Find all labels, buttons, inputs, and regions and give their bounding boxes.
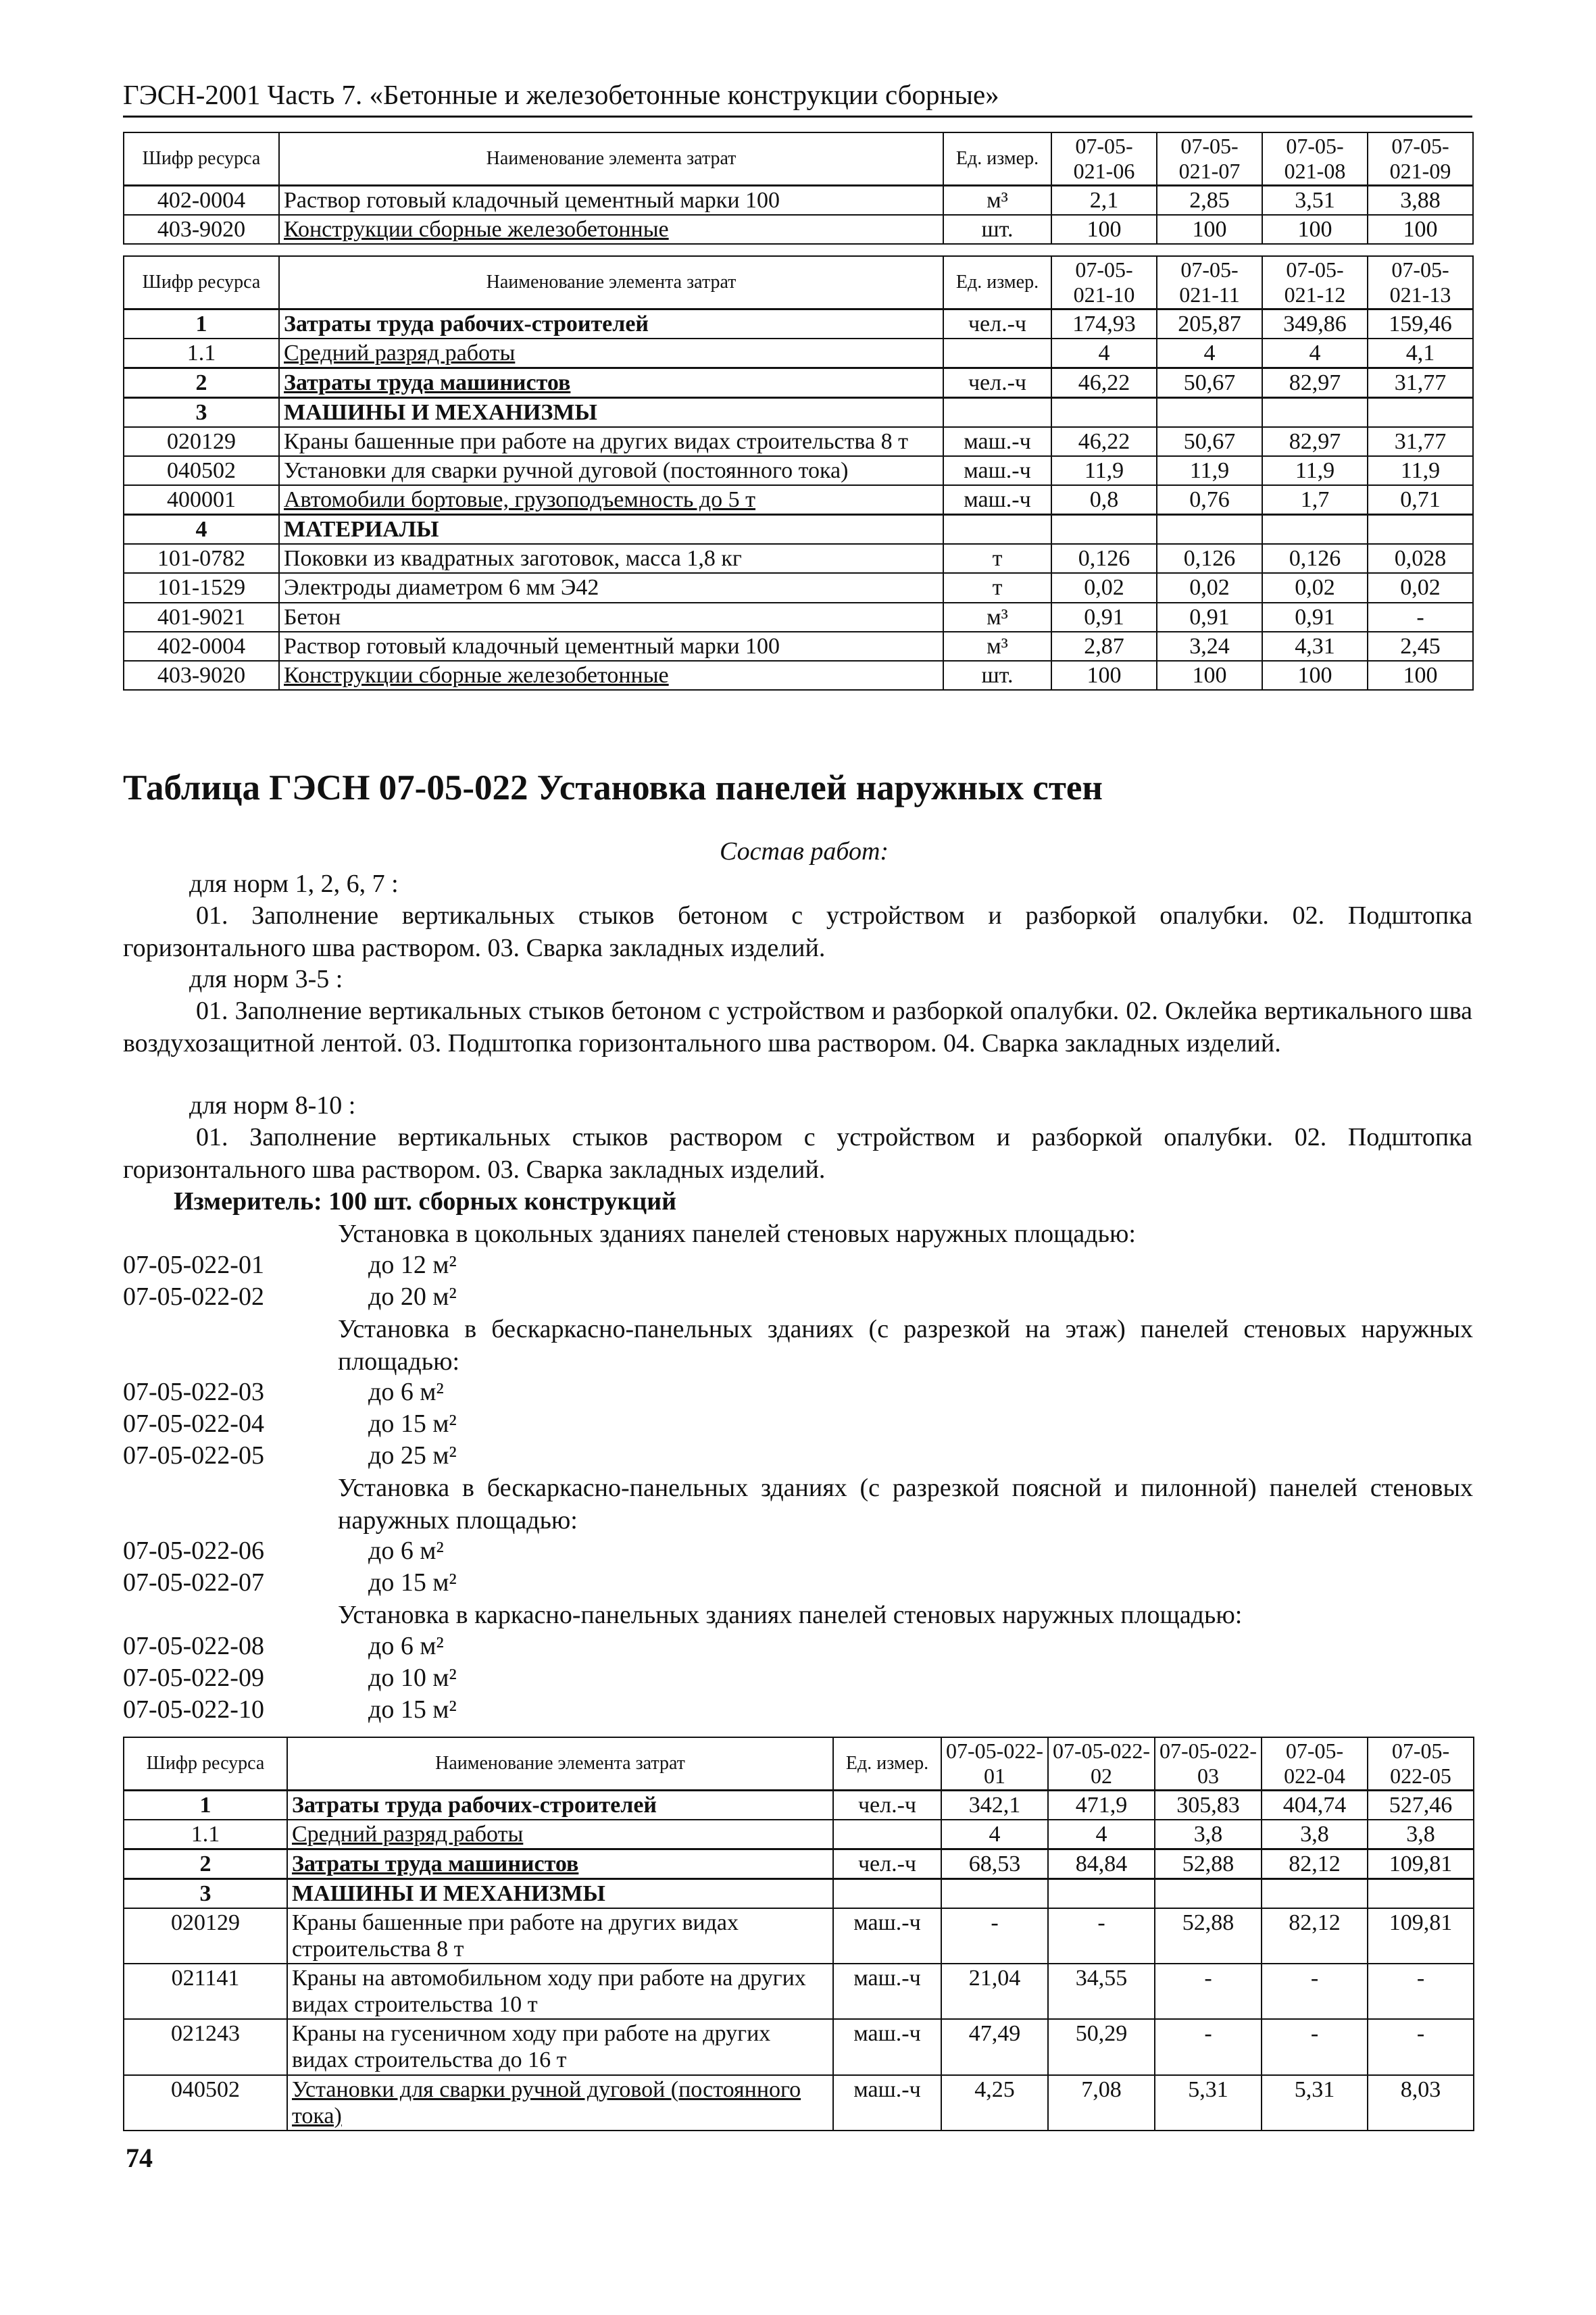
table-row <box>124 632 1473 661</box>
cell-value: 3,8 <box>1368 1820 1474 1849</box>
cell-name: Краны на гусеничном ходу при работе на других видах строительства до 16 т <box>287 2019 833 2074</box>
cell-value: 100 <box>1368 215 1473 244</box>
cell-value: 5,31 <box>1155 2075 1262 2131</box>
cell-value: 52,88 <box>1155 1849 1262 1878</box>
cell-value: 2,87 <box>1051 632 1157 661</box>
cell-unit: м³ <box>943 185 1051 215</box>
cell-value: 3,8 <box>1155 1820 1262 1849</box>
cell-code: 020129 <box>124 1908 287 1964</box>
cell-name: Раствор готовый кладочный цементный марки 100 <box>279 632 943 661</box>
table-row <box>124 2075 1474 2131</box>
cell-value: 11,9 <box>1051 456 1157 485</box>
cell-name: Краны башенные при работе на других видах строительства 8 т <box>279 427 943 456</box>
cell-value: 0,126 <box>1051 544 1157 573</box>
cell-name: МАТЕРИАЛЫ <box>279 515 943 545</box>
cell-value: 2,85 <box>1157 185 1262 215</box>
page-number: 74 <box>126 2143 153 2173</box>
cell-code: 402-0004 <box>124 185 279 215</box>
cell-value: 100 <box>1262 661 1368 690</box>
cell-code: 2 <box>124 1849 287 1878</box>
cell-code: 2 <box>124 368 279 397</box>
cell-value: 0,02 <box>1262 573 1368 602</box>
column-header: 07-05-021-08 <box>1262 132 1368 185</box>
cell-value: 4,31 <box>1262 632 1368 661</box>
cell-unit: чел.-ч <box>943 309 1051 339</box>
cell-value: - <box>1368 1964 1474 2019</box>
cell-value: 0,028 <box>1368 544 1473 573</box>
cell-unit <box>833 1820 941 1849</box>
cell-value: 3,51 <box>1262 185 1368 215</box>
norm-value: до 6 м² <box>368 1537 444 1565</box>
norm-code: 07-05-022-09 <box>123 1664 264 1692</box>
table-row <box>124 368 1473 397</box>
cell-value: 4 <box>1157 339 1262 368</box>
cell-value: 50,67 <box>1157 368 1262 397</box>
cell-name: Затраты труда рабочих-строителей <box>287 1790 833 1820</box>
cell-value: 100 <box>1051 661 1157 690</box>
norm-code: 07-05-022-07 <box>123 1568 264 1597</box>
cell-code: 4 <box>124 515 279 545</box>
cell-name: Бетон <box>279 603 943 632</box>
cell-value: 305,83 <box>1155 1790 1262 1820</box>
table-row <box>124 1849 1474 1878</box>
column-header: 07-05-021-11 <box>1157 256 1262 309</box>
cell-value: 4,25 <box>941 2075 1048 2131</box>
cell-value: 0,91 <box>1262 603 1368 632</box>
table-header-row <box>124 1737 1474 1790</box>
cell-name: Конструкции сборные железобетонные <box>279 215 943 244</box>
norm-value: до 6 м² <box>368 1632 444 1660</box>
column-header: 07-05-021-12 <box>1262 256 1368 309</box>
norms-lead-3: для норм 8-10 : <box>189 1091 356 1120</box>
column-header: 07-05-022-01 <box>941 1737 1048 1790</box>
cell-value: 159,46 <box>1368 309 1473 339</box>
norm-value: до 12 м² <box>368 1251 457 1279</box>
cell-value: 0,71 <box>1368 485 1473 515</box>
column-header: Ед. измер. <box>943 132 1051 185</box>
cell-value: 4 <box>1048 1820 1155 1849</box>
cell-value <box>1157 515 1262 545</box>
norm-value: до 15 м² <box>368 1568 457 1597</box>
cell-value: 34,55 <box>1048 1964 1155 2019</box>
cell-unit: маш.-ч <box>833 1964 941 2019</box>
cell-value: 4 <box>941 1820 1048 1849</box>
cell-code: 402-0004 <box>124 632 279 661</box>
cell-value: 0,76 <box>1157 485 1262 515</box>
norm-code: 07-05-022-03 <box>123 1378 264 1406</box>
table-row <box>124 603 1473 632</box>
cell-value: 0,02 <box>1157 573 1262 602</box>
cell-unit: м³ <box>943 603 1051 632</box>
cell-value: 2,45 <box>1368 632 1473 661</box>
column-header: 07-05-022-03 <box>1155 1737 1262 1790</box>
cell-code: 101-1529 <box>124 573 279 602</box>
cell-value: 0,91 <box>1051 603 1157 632</box>
cell-name: Затраты труда машинистов <box>287 1849 833 1878</box>
cell-value: 205,87 <box>1157 309 1262 339</box>
cell-value <box>1155 1878 1262 1908</box>
cell-code: 021141 <box>124 1964 287 2019</box>
norm-value: до 15 м² <box>368 1410 457 1438</box>
resource-table-021-10-13 <box>123 255 1474 691</box>
cell-unit: чел.-ч <box>833 1849 941 1878</box>
norm-group-desc-1: Установка в цокольных зданиях панелей стеновых наружных площадью: <box>338 1220 1136 1248</box>
cell-code: 040502 <box>124 2075 287 2131</box>
cell-value: 100 <box>1051 215 1157 244</box>
resource-table-022-01-05 <box>123 1737 1474 2131</box>
norms-lead-2: для норм 3-5 : <box>189 965 343 993</box>
norm-group-desc-3: Установка в бескаркасно-панельных зданиях (с разрезкой поясной и пилонной) панелей стеновых наружных площадью: <box>338 1474 1473 1535</box>
cell-value <box>1157 397 1262 427</box>
cell-value: 100 <box>1157 661 1262 690</box>
column-header: Ед. измер. <box>833 1737 941 1790</box>
table-row <box>124 573 1473 602</box>
cell-value: 404,74 <box>1262 1790 1368 1820</box>
cell-value: - <box>1262 2019 1368 2074</box>
cell-value: - <box>1048 1908 1155 1964</box>
table-row <box>124 1964 1474 2019</box>
cell-code: 101-0782 <box>124 544 279 573</box>
table-row <box>124 1820 1474 1849</box>
norm-code: 07-05-022-05 <box>123 1441 264 1470</box>
cell-unit: маш.-ч <box>833 2019 941 2074</box>
column-header: Наименование элемента затрат <box>287 1737 833 1790</box>
cell-value: 0,02 <box>1051 573 1157 602</box>
cell-code: 1.1 <box>124 339 279 368</box>
cell-value: 3,88 <box>1368 185 1473 215</box>
cell-name: Раствор готовый кладочный цементный марки 100 <box>279 185 943 215</box>
cell-name: Автомобили бортовые, грузоподъемность до 5 т <box>279 485 943 515</box>
cell-code: 021243 <box>124 2019 287 2074</box>
cell-value: 82,97 <box>1262 368 1368 397</box>
cell-value: - <box>1262 1964 1368 2019</box>
cell-value: 4,1 <box>1368 339 1473 368</box>
norm-code: 07-05-022-02 <box>123 1283 264 1311</box>
cell-value: 82,12 <box>1262 1908 1368 1964</box>
table-row <box>124 339 1473 368</box>
cell-name: МАШИНЫ И МЕХАНИЗМЫ <box>279 397 943 427</box>
table-row <box>124 397 1473 427</box>
cell-value: 471,9 <box>1048 1790 1155 1820</box>
table-row <box>124 185 1473 215</box>
norm-code: 07-05-022-04 <box>123 1410 264 1438</box>
cell-unit: маш.-ч <box>833 2075 941 2131</box>
cell-value: 7,08 <box>1048 2075 1155 2131</box>
cell-code: 020129 <box>124 427 279 456</box>
column-header: Ед. измер. <box>943 256 1051 309</box>
cell-value <box>1368 1878 1474 1908</box>
table-row <box>124 427 1473 456</box>
work-paragraph-2: 01. Заполнение вертикальных стыков бетоном с устройством и разборкой опалубки. 02. Оклейка вертикального шва воздухозащитной лентой. 03. Подштопка горизонтального шва раствором. 04. Сварка закладных изделий. <box>123 997 1472 1057</box>
work-composition-label: Состав работ: <box>720 837 889 866</box>
norm-code: 07-05-022-01 <box>123 1251 264 1279</box>
cell-value <box>1262 1878 1368 1908</box>
cell-unit: м³ <box>943 632 1051 661</box>
cell-value: 31,77 <box>1368 368 1473 397</box>
cell-value: 5,31 <box>1262 2075 1368 2131</box>
cell-value: 3,24 <box>1157 632 1262 661</box>
table-row <box>124 1790 1474 1820</box>
cell-unit: чел.-ч <box>833 1790 941 1820</box>
cell-value: 82,12 <box>1262 1849 1368 1878</box>
cell-value: 100 <box>1157 215 1262 244</box>
resource-table-021-06-09 <box>123 132 1474 245</box>
cell-unit: маш.-ч <box>943 427 1051 456</box>
cell-name: Затраты труда машинистов <box>279 368 943 397</box>
cell-value: 1,7 <box>1262 485 1368 515</box>
column-header: 07-05-022-04 <box>1262 1737 1368 1790</box>
column-header: Наименование элемента затрат <box>279 132 943 185</box>
cell-value: 342,1 <box>941 1790 1048 1820</box>
cell-value: 84,84 <box>1048 1849 1155 1878</box>
table-row <box>124 661 1473 690</box>
cell-value: 174,93 <box>1051 309 1157 339</box>
cell-value: 100 <box>1368 661 1473 690</box>
cell-value: 11,9 <box>1262 456 1368 485</box>
cell-name: Установки для сварки ручной дуговой (постоянного тока) <box>287 2075 833 2131</box>
table-row <box>124 1878 1474 1908</box>
cell-value <box>941 1878 1048 1908</box>
cell-code: 1 <box>124 309 279 339</box>
cell-value: - <box>1368 2019 1474 2074</box>
cell-value: 349,86 <box>1262 309 1368 339</box>
cell-value: 4 <box>1262 339 1368 368</box>
cell-code: 3 <box>124 397 279 427</box>
norms-lead-1: для норм 1, 2, 6, 7 : <box>189 870 399 898</box>
norm-code: 07-05-022-06 <box>123 1537 264 1565</box>
cell-value: 52,88 <box>1155 1908 1262 1964</box>
cell-code: 403-9020 <box>124 661 279 690</box>
cell-name: Затраты труда рабочих-строителей <box>279 309 943 339</box>
cell-name: Средний разряд работы <box>279 339 943 368</box>
cell-name: Краны башенные при работе на других видах строительства 8 т <box>287 1908 833 1964</box>
norm-group-desc-4: Установка в каркасно-панельных зданиях панелей стеновых наружных площадью: <box>338 1601 1243 1629</box>
cell-code: 400001 <box>124 485 279 515</box>
norm-value: до 6 м² <box>368 1378 444 1406</box>
table-row <box>124 515 1473 545</box>
cell-unit: маш.-ч <box>833 1908 941 1964</box>
cell-code: 403-9020 <box>124 215 279 244</box>
column-header: 07-05-022-05 <box>1368 1737 1474 1790</box>
norm-value: до 10 м² <box>368 1664 457 1692</box>
cell-code: 1.1 <box>124 1820 287 1849</box>
column-header: 07-05-021-13 <box>1368 256 1473 309</box>
cell-value: 109,81 <box>1368 1908 1474 1964</box>
cell-code: 401-9021 <box>124 603 279 632</box>
cell-value: 50,67 <box>1157 427 1262 456</box>
cell-value: 50,29 <box>1048 2019 1155 2074</box>
column-header: Наименование элемента затрат <box>279 256 943 309</box>
cell-value: 2,1 <box>1051 185 1157 215</box>
cell-unit: шт. <box>943 215 1051 244</box>
cell-value: 46,22 <box>1051 368 1157 397</box>
cell-unit: т <box>943 573 1051 602</box>
cell-value: 46,22 <box>1051 427 1157 456</box>
cell-value: 11,9 <box>1368 456 1473 485</box>
column-header: Шифр ресурса <box>124 1737 287 1790</box>
cell-value: 109,81 <box>1368 1849 1474 1878</box>
cell-name: Электроды диаметром 6 мм Э42 <box>279 573 943 602</box>
cell-value: 0,91 <box>1157 603 1262 632</box>
cell-value <box>1368 397 1473 427</box>
work-paragraph-1: 01. Заполнение вертикальных стыков бетоном с устройством и разборкой опалубки. 02. Подштопка горизонтального шва раствором. 03. Сварка закладных изделий. <box>123 901 1472 962</box>
section-title: Таблица ГЭСН 07-05-022 Установка панелей наружных стен <box>123 768 1103 807</box>
cell-name: Средний разряд работы <box>287 1820 833 1849</box>
column-header: 07-05-021-06 <box>1051 132 1157 185</box>
cell-value <box>1051 515 1157 545</box>
cell-name: МАШИНЫ И МЕХАНИЗМЫ <box>287 1878 833 1908</box>
table-header-row <box>124 256 1473 309</box>
cell-name: Установки для сварки ручной дуговой (постоянного тока) <box>279 456 943 485</box>
cell-value: 21,04 <box>941 1964 1048 2019</box>
column-header: Шифр ресурса <box>124 256 279 309</box>
norm-value: до 20 м² <box>368 1283 457 1311</box>
cell-value: 31,77 <box>1368 427 1473 456</box>
table-row <box>124 1908 1474 1964</box>
cell-value: 3,8 <box>1262 1820 1368 1849</box>
norm-code: 07-05-022-10 <box>123 1695 264 1724</box>
table-row <box>124 309 1473 339</box>
norm-group-desc-2: Установка в бескаркасно-панельных зданиях (с разрезкой на этаж) панелей стеновых наружных площадью: <box>338 1315 1473 1376</box>
cell-code: 040502 <box>124 456 279 485</box>
table-header-row <box>124 132 1473 185</box>
cell-unit: шт. <box>943 661 1051 690</box>
column-header: Шифр ресурса <box>124 132 279 185</box>
cell-value <box>1051 397 1157 427</box>
table-row <box>124 456 1473 485</box>
cell-unit: маш.-ч <box>943 485 1051 515</box>
cell-value: 68,53 <box>941 1849 1048 1878</box>
table-row <box>124 215 1473 244</box>
cell-value <box>1262 515 1368 545</box>
cell-value: 0,126 <box>1262 544 1368 573</box>
cell-value: 11,9 <box>1157 456 1262 485</box>
cell-code: 3 <box>124 1878 287 1908</box>
cell-name: Краны на автомобильном ходу при работе на других видах строительства 10 т <box>287 1964 833 2019</box>
cell-value: 47,49 <box>941 2019 1048 2074</box>
cell-unit <box>943 339 1051 368</box>
cell-unit <box>943 515 1051 545</box>
cell-value: 82,97 <box>1262 427 1368 456</box>
cell-value <box>1368 515 1473 545</box>
cell-unit: чел.-ч <box>943 368 1051 397</box>
cell-value <box>1262 397 1368 427</box>
cell-value: 100 <box>1262 215 1368 244</box>
running-header: ГЭСН-2001 Часть 7. «Бетонные и железобетонные конструкции сборные» <box>123 80 1472 118</box>
column-header: 07-05-021-07 <box>1157 132 1262 185</box>
table-row <box>124 2019 1474 2074</box>
cell-unit <box>833 1878 941 1908</box>
table-row <box>124 544 1473 573</box>
cell-value: 8,03 <box>1368 2075 1474 2131</box>
measurer: Измеритель: 100 шт. сборных конструкций <box>174 1187 677 1216</box>
column-header: 07-05-022-02 <box>1048 1737 1155 1790</box>
cell-value: 0,02 <box>1368 573 1473 602</box>
cell-value: 0,126 <box>1157 544 1262 573</box>
column-header: 07-05-021-10 <box>1051 256 1157 309</box>
cell-value: - <box>1368 603 1473 632</box>
cell-name: Конструкции сборные железобетонные <box>279 661 943 690</box>
norm-code: 07-05-022-08 <box>123 1632 264 1660</box>
cell-value: - <box>941 1908 1048 1964</box>
cell-name: Поковки из квадратных заготовок, масса 1,8 кг <box>279 544 943 573</box>
cell-unit <box>943 397 1051 427</box>
cell-value: 0,8 <box>1051 485 1157 515</box>
column-header: 07-05-021-09 <box>1368 132 1473 185</box>
cell-code: 1 <box>124 1790 287 1820</box>
cell-unit: т <box>943 544 1051 573</box>
norm-value: до 15 м² <box>368 1695 457 1724</box>
norm-value: до 25 м² <box>368 1441 457 1470</box>
table-row <box>124 485 1473 515</box>
cell-value: - <box>1155 2019 1262 2074</box>
cell-value <box>1048 1878 1155 1908</box>
cell-value: 4 <box>1051 339 1157 368</box>
work-paragraph-3: 01. Заполнение вертикальных стыков раствором с устройством и разборкой опалубки. 02. Подштопка горизонтального шва раствором. 03. Сварка закладных изделий. <box>123 1123 1472 1184</box>
cell-value: - <box>1155 1964 1262 2019</box>
cell-unit: маш.-ч <box>943 456 1051 485</box>
cell-value: 527,46 <box>1368 1790 1474 1820</box>
